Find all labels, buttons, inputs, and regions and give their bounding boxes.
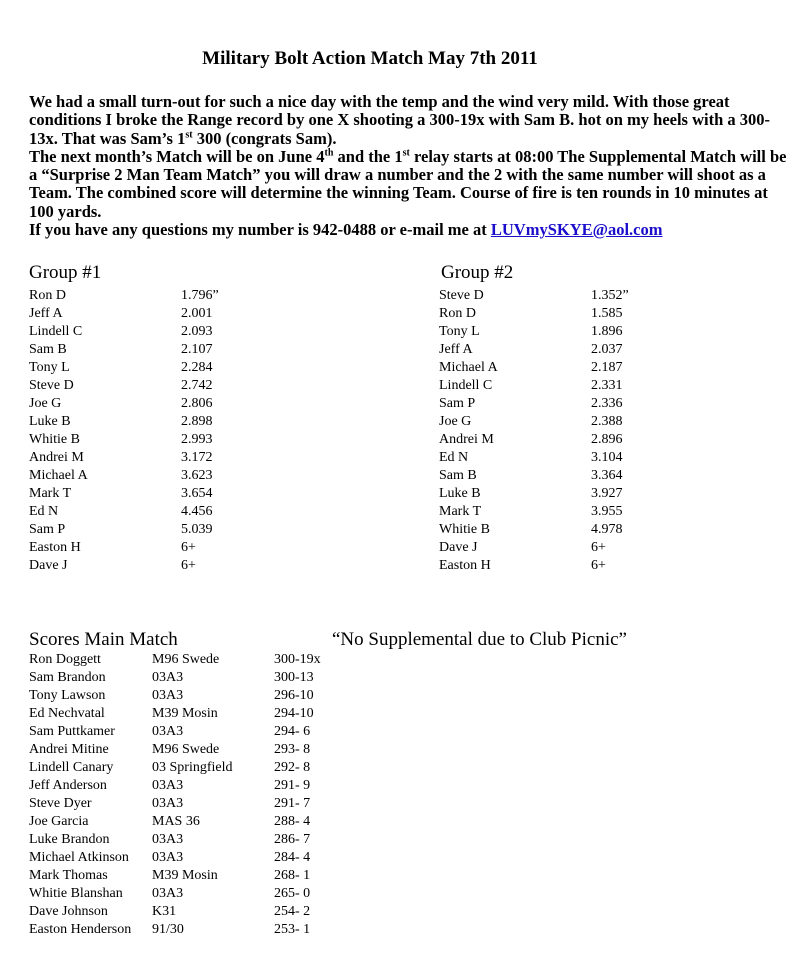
table-row	[29, 723, 344, 741]
group-size: 2.037	[591, 342, 623, 357]
list-item	[29, 521, 219, 539]
table-row	[29, 849, 344, 867]
group-1-list	[29, 287, 219, 575]
table-row	[29, 651, 344, 669]
list-item	[439, 539, 629, 557]
score: 265- 0	[274, 886, 311, 901]
rifle: MAS 36	[152, 814, 200, 829]
intro-paragraph-1	[29, 93, 789, 148]
list-item	[439, 521, 629, 539]
group-size: 6+	[181, 558, 196, 573]
list-item	[29, 503, 219, 521]
shooter-name: Joe Garcia	[29, 814, 89, 829]
page-title: Military Bolt Action Match May 7th 2011	[202, 48, 538, 69]
score: 300-19x	[274, 652, 321, 667]
shooter-name: Lindell C	[29, 324, 83, 339]
rifle: 03A3	[152, 724, 184, 739]
group-size: 6+	[591, 540, 606, 555]
shooter-name: Andrei M	[439, 432, 494, 447]
supplemental-note: “No Supplemental due to Club Picnic”	[332, 629, 627, 650]
shooter-name: Andrei M	[29, 450, 84, 465]
table-row	[29, 813, 344, 831]
group-size: 6+	[591, 558, 606, 573]
rifle: 03A3	[152, 886, 184, 901]
intro-text-part: If you have any questions my number is 942-0488 or e-mail me at	[29, 220, 491, 240]
group-size: 3.364	[591, 468, 623, 483]
table-row	[29, 705, 344, 723]
shooter-name: Ron Doggett	[29, 652, 101, 667]
shooter-name: Dave J	[439, 540, 478, 555]
list-item	[29, 431, 219, 449]
shooter-name: Whitie Blanshan	[29, 886, 123, 901]
shooter-name: Mark T	[439, 504, 482, 519]
shooter-name: Sam Puttkamer	[29, 724, 115, 739]
list-item	[439, 305, 629, 323]
shooter-name: Luke B	[29, 414, 71, 429]
group-size: 3.104	[591, 450, 623, 465]
score: 254- 2	[274, 904, 311, 919]
group-size: 6+	[181, 540, 196, 555]
group-size: 3.654	[181, 486, 213, 501]
intro-paragraph-2	[29, 148, 789, 221]
score: 294-10	[274, 706, 314, 721]
shooter-name: Michael Atkinson	[29, 850, 129, 865]
rifle: M39 Mosin	[152, 706, 218, 721]
list-item	[29, 341, 219, 359]
group-size: 1.585	[591, 306, 623, 321]
shooter-name: Tony Lawson	[29, 688, 106, 703]
rifle: 03A3	[152, 796, 184, 811]
rifle: 03A3	[152, 670, 184, 685]
list-item	[29, 485, 219, 503]
score: 286- 7	[274, 832, 311, 847]
list-item	[439, 467, 629, 485]
list-item	[29, 359, 219, 377]
shooter-name: Mark T	[29, 486, 72, 501]
table-row	[29, 921, 344, 939]
group-2-list	[439, 287, 629, 575]
shooter-name: Sam Brandon	[29, 670, 106, 685]
group-size: 2.187	[591, 360, 623, 375]
shooter-name: Steve Dyer	[29, 796, 92, 811]
score: 253- 1	[274, 922, 311, 937]
list-item	[439, 449, 629, 467]
shooter-name: Steve D	[29, 378, 74, 393]
shooter-name: Whitie B	[29, 432, 80, 447]
intro-text-part: relay starts at 08:00 The Supplemental Match will be a “Surprise 2 Man Team Match” you will draw a number and the 2 with the same number will shoot as a Team. The combined score will determine the winning Team. Course of fire is ten rounds in 10 minutes at 100 yards.	[29, 146, 787, 221]
table-row	[29, 903, 344, 921]
group-size: 2.742	[181, 378, 213, 393]
group-size: 2.284	[181, 360, 213, 375]
list-item	[29, 557, 219, 575]
scores-table	[29, 651, 344, 939]
group-size: 2.388	[591, 414, 623, 429]
shooter-name: Easton H	[29, 540, 81, 555]
shooter-name: Michael A	[439, 360, 498, 375]
rifle: M96 Swede	[152, 652, 220, 667]
table-row	[29, 687, 344, 705]
score: 296-10	[274, 688, 314, 703]
email-link[interactable]: LUVmySKYE@aol.com	[490, 220, 663, 240]
shooter-name: Ed N	[439, 450, 469, 465]
list-item	[29, 449, 219, 467]
list-item	[29, 305, 219, 323]
list-item	[439, 557, 629, 575]
list-item	[439, 377, 629, 395]
table-row	[29, 759, 344, 777]
group-size: 3.955	[591, 504, 623, 519]
list-item	[439, 503, 629, 521]
table-row	[29, 885, 344, 903]
shooter-name: Dave Johnson	[29, 904, 108, 919]
group-size: 2.806	[181, 396, 213, 411]
list-item	[439, 431, 629, 449]
table-row	[29, 669, 344, 687]
rifle: 03A3	[152, 832, 184, 847]
shooter-name: Joe G	[439, 414, 472, 429]
list-item	[439, 395, 629, 413]
shooter-name: Ed Nechvatal	[29, 706, 105, 721]
group-size: 1.352”	[591, 288, 629, 303]
shooter-name: Jeff A	[29, 306, 63, 321]
shooter-name: Joe G	[29, 396, 62, 411]
group-1-heading: Group #1	[29, 262, 102, 283]
group-size: 3.172	[181, 450, 213, 465]
intro-text-part: We had a small turn-out for such a nice day with the temp and the wind very mild. With those great conditions I broke the Range record by one X shooting a 300-19x with Sam B. hot on my heels with a 300-13x. That was Sam’s 1	[29, 92, 771, 148]
group-size: 2.331	[591, 378, 623, 393]
group-size: 1.896	[591, 324, 623, 339]
intro-paragraph-3	[29, 221, 789, 239]
superscript: st	[185, 129, 193, 141]
list-item	[439, 287, 629, 305]
shooter-name: Jeff A	[439, 342, 473, 357]
group-size: 5.039	[181, 522, 213, 537]
rifle: 03A3	[152, 850, 184, 865]
shooter-name: Ed N	[29, 504, 59, 519]
list-item	[439, 359, 629, 377]
list-item	[439, 485, 629, 503]
rifle: M96 Swede	[152, 742, 220, 757]
group-size: 2.896	[591, 432, 623, 447]
list-item	[29, 395, 219, 413]
score: 300-13	[274, 670, 314, 685]
shooter-name: Lindell Canary	[29, 760, 114, 775]
shooter-name: Luke B	[439, 486, 481, 501]
shooter-name: Luke Brandon	[29, 832, 110, 847]
group-size: 2.107	[181, 342, 213, 357]
score: 294- 6	[274, 724, 311, 739]
list-item	[439, 413, 629, 431]
shooter-name: Andrei Mitine	[29, 742, 109, 757]
list-item	[29, 287, 219, 305]
shooter-name: Jeff Anderson	[29, 778, 107, 793]
rifle: K31	[152, 904, 177, 919]
table-row	[29, 777, 344, 795]
group-size: 3.927	[591, 486, 623, 501]
shooter-name: Sam P	[29, 522, 66, 537]
group-size: 4.978	[591, 522, 623, 537]
shooter-name: Ron D	[439, 306, 476, 321]
group-size: 2.336	[591, 396, 623, 411]
list-item	[29, 377, 219, 395]
intro-text-part: 300 (congrats Sam).	[192, 128, 337, 148]
list-item	[29, 323, 219, 341]
shooter-name: Ron D	[29, 288, 66, 303]
rifle: 03A3	[152, 778, 184, 793]
list-item	[29, 539, 219, 557]
intro-text	[29, 93, 789, 239]
rifle: 03A3	[152, 688, 184, 703]
shooter-name: Steve D	[439, 288, 484, 303]
shooter-name: Easton H	[439, 558, 491, 573]
table-row	[29, 795, 344, 813]
scores-heading: Scores Main Match	[29, 629, 178, 650]
shooter-name: Sam B	[439, 468, 477, 483]
group-size: 2.001	[181, 306, 213, 321]
intro-text-part: and the 1	[333, 146, 403, 166]
score: 291- 7	[274, 796, 311, 811]
group-size: 3.623	[181, 468, 213, 483]
shooter-name: Tony L	[29, 360, 70, 375]
shooter-name: Mark Thomas	[29, 868, 108, 883]
shooter-name: Sam P	[439, 396, 476, 411]
shooter-name: Michael A	[29, 468, 88, 483]
shooter-name: Tony L	[439, 324, 480, 339]
rifle: 91/30	[152, 922, 184, 937]
shooter-name: Lindell C	[439, 378, 493, 393]
shooter-name: Whitie B	[439, 522, 490, 537]
superscript: st	[402, 147, 410, 159]
group-size: 1.796”	[181, 288, 219, 303]
score: 291- 9	[274, 778, 311, 793]
score: 268- 1	[274, 868, 311, 883]
score: 284- 4	[274, 850, 311, 865]
shooter-name: Sam B	[29, 342, 67, 357]
superscript: th	[324, 147, 334, 159]
score: 288- 4	[274, 814, 311, 829]
table-row	[29, 741, 344, 759]
table-row	[29, 831, 344, 849]
group-size: 4.456	[181, 504, 213, 519]
score: 293- 8	[274, 742, 311, 757]
rifle: M39 Mosin	[152, 868, 218, 883]
list-item	[439, 323, 629, 341]
shooter-name: Easton Henderson	[29, 922, 132, 937]
group-size: 2.093	[181, 324, 213, 339]
group-size: 2.993	[181, 432, 213, 447]
intro-text-part: The next month’s Match will be on June 4	[29, 146, 325, 166]
group-2-heading: Group #2	[441, 262, 514, 283]
score: 292- 8	[274, 760, 311, 775]
table-row	[29, 867, 344, 885]
list-item	[29, 413, 219, 431]
shooter-name: Dave J	[29, 558, 68, 573]
rifle: 03 Springfield	[152, 760, 233, 775]
group-size: 2.898	[181, 414, 213, 429]
list-item	[29, 467, 219, 485]
list-item	[439, 341, 629, 359]
